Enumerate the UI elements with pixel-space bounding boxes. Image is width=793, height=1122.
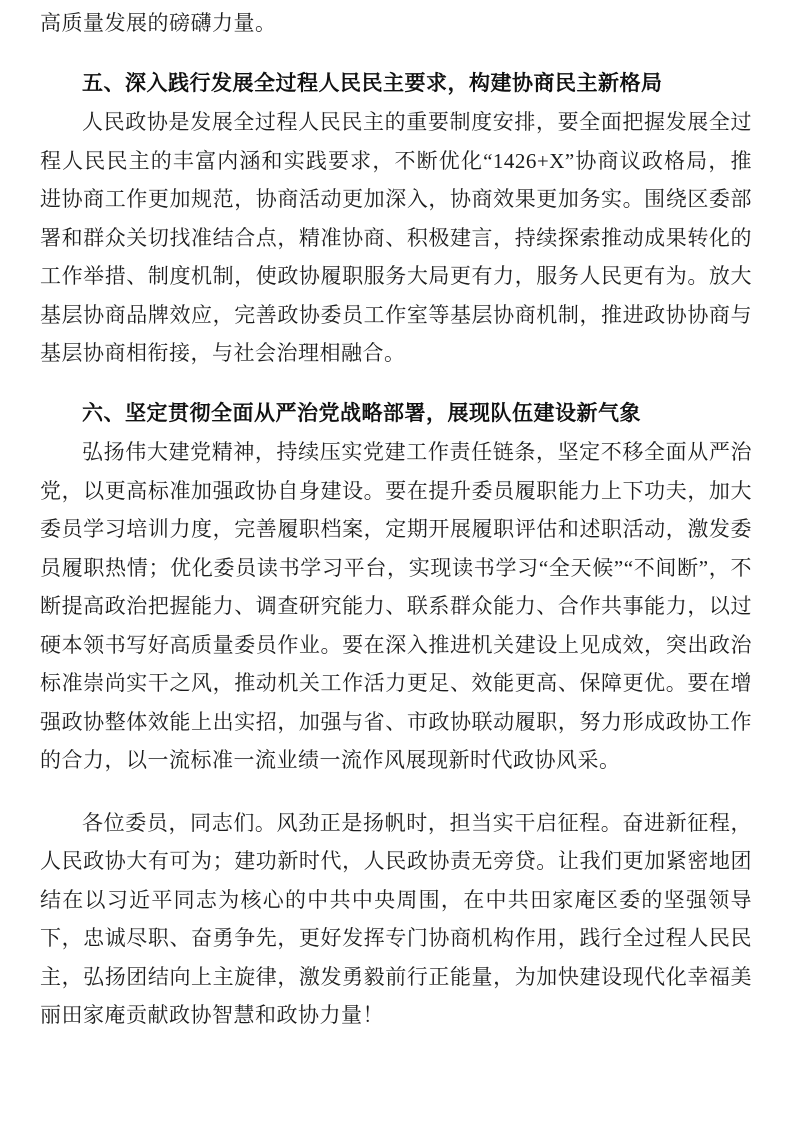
section-body-six: 弘扬伟大建党精神，持续压实党建工作责任链条，坚定不移全面从严治党，以更高标准加强政协自身建设。要在提升委员履职能力上下功夫，加大委员学习培训力度，完善履职档案，定期开展履职评估和述职活动，激发委员履职热情；优化委员读书学习平台，实现读书学习“全天候”“不间断”，不断提高政治把握能力、调查研究能力、联系群众能力、合作共事能力，以过硬本领书写好高质量委员作业。要在深入推进机关建设上见成效，突出政治标准崇尚实干之风，推动机关工作活力更足、效能更高、保障更优。要在增强政协整体效能上出实招，加强与省、市政协联动履职，努力形成政协工作的合力，以一流标准一流业绩一流作风展现新时代政协风采。 xyxy=(40,440,752,772)
section-heading-six: 六、坚定贯彻全面从严治党战略部署，展现队伍建设新气象 xyxy=(82,401,641,425)
section-heading-five: 五、深入践行发展全过程人民民主要求，构建协商民主新格局 xyxy=(82,71,663,95)
paragraph-continuation: 高质量发展的磅礴力量。 xyxy=(40,11,277,35)
closing-paragraph: 各位委员，同志们。风劲正是扬帆时，担当实干启征程。奋进新征程，人民政协大有可为；建功新时代，人民政协责无旁贷。让我们更加紧密地团结在以习近平同志为核心的中共中央周围，在中共田家庵区委的坚强领导下，忠诚尽职、奋勇争先，更好发挥专门协商机构作用，践行全过程人民民主，弘扬团结向上主旋律，激发勇毅前行正能量，为加快建设现代化幸福美丽田家庵贡献政协智慧和政协力量！ xyxy=(40,810,752,1027)
section-body-five: 人民政协是发展全过程人民民主的重要制度安排，要全面把握发展全过程人民民主的丰富内涵和实践要求，不断优化“1426+X”协商议政格局，推进协商工作更加规范，协商活动更加深入，协商效果更加务实。围绕区委部署和群众关切找准结合点，精准协商、积极建言，持续探索推动成果转化的工作举措、制度机制，使政协履职服务大局更有力，服务人民更有为。放大基层协商品牌效应，完善政协委员工作室等基层协商机制，推进政协协商与基层协商相衔接，与社会治理相融合。 xyxy=(40,110,752,365)
